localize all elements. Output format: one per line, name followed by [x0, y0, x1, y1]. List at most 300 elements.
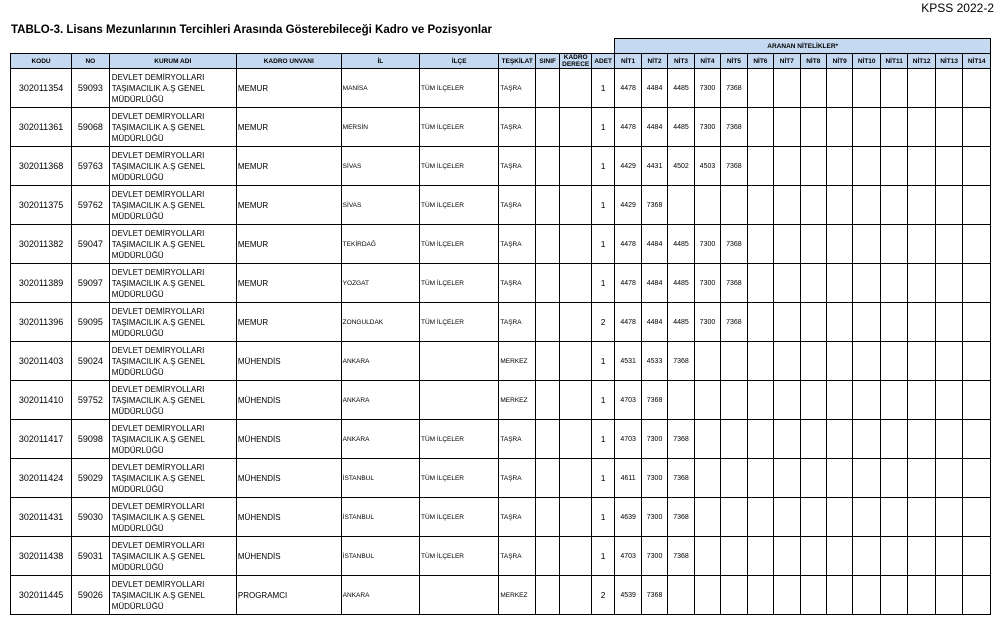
ilce-cell: TÜM İLÇELER — [420, 498, 499, 537]
nitelik-cell — [827, 342, 853, 381]
nitelik-cell — [827, 303, 853, 342]
nitelik-cell — [963, 303, 991, 342]
kurum-line: TAŞIMACILIK A.Ş GENEL — [111, 83, 205, 93]
il-cell: ZONGULDAK — [341, 303, 419, 342]
kurum-line: MÜDÜRLÜĞÜ — [111, 211, 164, 221]
nitelik-cell — [747, 264, 773, 303]
nitelik-cell — [747, 420, 773, 459]
nitelik-cell — [853, 498, 880, 537]
nitelik-cell — [880, 303, 907, 342]
kurum-line: DEVLET DEMİRYOLLARI — [111, 345, 205, 355]
nitelik-cell — [935, 342, 962, 381]
kurum-line: MÜDÜRLÜĞÜ — [111, 250, 164, 260]
column-header: NİT7 — [774, 54, 800, 69]
teskilat-cell: TAŞRA — [499, 147, 536, 186]
teskilat-cell: TAŞRA — [499, 420, 536, 459]
ilce-cell: TÜM İLÇELER — [420, 147, 499, 186]
table-row — [11, 225, 991, 264]
nitelik-cell — [908, 537, 935, 576]
adet-cell: 1 — [591, 108, 614, 147]
ilce-cell: TÜM İLÇELER — [420, 459, 499, 498]
derece-cell — [560, 537, 592, 576]
kurum-line: MÜDÜRLÜĞÜ — [111, 445, 164, 455]
kurum-line: MÜDÜRLÜĞÜ — [111, 289, 164, 299]
nitelik-cell: 4639 — [615, 498, 641, 537]
nitelik-cell: 4484 — [641, 108, 667, 147]
nitelik-cell — [853, 342, 880, 381]
nitelik-cell — [908, 186, 935, 225]
column-header: ADET — [591, 54, 614, 69]
nitelik-cell — [827, 576, 853, 615]
column-header: NİT8 — [800, 54, 826, 69]
table-row — [11, 303, 991, 342]
kurum-line: MÜDÜRLÜĞÜ — [111, 367, 164, 377]
column-header: İLÇE — [420, 54, 499, 69]
derece-cell — [560, 108, 592, 147]
il-cell: İSTANBUL — [341, 498, 419, 537]
nitelik-cell — [774, 381, 800, 420]
nitelik-cell — [721, 381, 747, 420]
nitelik-cell: 7368 — [668, 498, 694, 537]
no-cell: 59030 — [72, 498, 110, 537]
nitelik-cell — [908, 303, 935, 342]
adet-cell: 1 — [591, 498, 614, 537]
nitelik-cell: 7300 — [641, 498, 667, 537]
column-header-row — [11, 54, 991, 69]
ilce-cell — [420, 342, 499, 381]
nitelik-cell: 7368 — [721, 225, 747, 264]
nitelik-cell — [747, 537, 773, 576]
nitelik-cell — [880, 225, 907, 264]
kodu-cell: 302011424 — [11, 459, 72, 498]
derece-cell — [560, 420, 592, 459]
kurum-line: DEVLET DEMİRYOLLARI — [111, 306, 205, 316]
no-cell: 59031 — [72, 537, 110, 576]
nitelik-cell — [774, 459, 800, 498]
derece-cell — [560, 459, 592, 498]
nitelik-cell: 4485 — [668, 264, 694, 303]
kurum-line: TAŞIMACILIK A.Ş GENEL — [111, 200, 205, 210]
table-row — [11, 420, 991, 459]
nitelik-cell — [694, 381, 720, 420]
nitelik-cell — [774, 264, 800, 303]
nitelik-cell — [908, 420, 935, 459]
nitelik-cell — [935, 303, 962, 342]
nitelik-cell: 4484 — [641, 225, 667, 264]
kodu-cell: 302011375 — [11, 186, 72, 225]
nitelik-cell: 4478 — [615, 69, 641, 108]
nitelik-cell — [827, 108, 853, 147]
kodu-cell: 302011382 — [11, 225, 72, 264]
kurum-line: MÜDÜRLÜĞÜ — [111, 133, 164, 143]
no-cell: 59093 — [72, 69, 110, 108]
kurum-line: TAŞIMACILIK A.Ş GENEL — [111, 161, 205, 171]
nitelik-cell: 4478 — [615, 303, 641, 342]
nitelik-cell — [853, 108, 880, 147]
nitelik-cell — [721, 420, 747, 459]
nitelik-cell — [721, 342, 747, 381]
column-header: NİT3 — [668, 54, 694, 69]
nitelik-cell — [774, 303, 800, 342]
nitelik-cell — [747, 381, 773, 420]
nitelik-cell — [827, 225, 853, 264]
nitelik-cell: 4703 — [615, 420, 641, 459]
kurum-line: TAŞIMACILIK A.Ş GENEL — [111, 239, 205, 249]
nitelik-cell — [747, 459, 773, 498]
nitelik-cell — [908, 69, 935, 108]
kurum-line: DEVLET DEMİRYOLLARI — [111, 579, 205, 589]
kodu-cell: 302011396 — [11, 303, 72, 342]
kurum-line: DEVLET DEMİRYOLLARI — [111, 423, 205, 433]
nitelik-cell — [800, 342, 826, 381]
unvan-cell: MEMUR — [236, 303, 341, 342]
nitelik-cell — [827, 264, 853, 303]
nitelik-cell — [774, 186, 800, 225]
kodu-cell: 302011410 — [11, 381, 72, 420]
no-cell: 59762 — [72, 186, 110, 225]
sinif-cell — [536, 69, 560, 108]
derece-cell — [560, 264, 592, 303]
teskilat-cell: TAŞRA — [499, 498, 536, 537]
ilce-cell: TÜM İLÇELER — [420, 225, 499, 264]
nitelik-cell: 4484 — [641, 303, 667, 342]
unvan-cell: MEMUR — [236, 225, 341, 264]
nitelik-cell — [800, 186, 826, 225]
kurum-cell — [109, 459, 236, 498]
nitelik-cell: 7368 — [721, 108, 747, 147]
column-header: NİT2 — [641, 54, 667, 69]
adet-cell: 1 — [591, 420, 614, 459]
kurum-cell — [109, 303, 236, 342]
nitelik-cell — [880, 69, 907, 108]
nitelik-cell — [963, 147, 991, 186]
nitelik-cell: 7368 — [721, 69, 747, 108]
kurum-cell — [109, 264, 236, 303]
nitelik-cell — [880, 381, 907, 420]
nitelik-cell — [721, 186, 747, 225]
nitelik-cell — [880, 576, 907, 615]
column-header: İL — [341, 54, 419, 69]
kurum-line: DEVLET DEMİRYOLLARI — [111, 462, 205, 472]
nitelik-cell — [963, 498, 991, 537]
no-cell: 59098 — [72, 420, 110, 459]
table-row — [11, 69, 991, 108]
nitelik-cell — [827, 186, 853, 225]
kodu-cell: 302011389 — [11, 264, 72, 303]
il-cell: İSTANBUL — [341, 537, 419, 576]
no-cell: 59024 — [72, 342, 110, 381]
no-cell: 59097 — [72, 264, 110, 303]
kurum-cell — [109, 225, 236, 264]
nitelik-cell — [721, 498, 747, 537]
nitelik-cell: 7300 — [641, 537, 667, 576]
nitelik-cell — [908, 108, 935, 147]
kurum-line: TAŞIMACILIK A.Ş GENEL — [111, 590, 205, 600]
kodu-cell: 302011445 — [11, 576, 72, 615]
kurum-line: MÜDÜRLÜĞÜ — [111, 406, 164, 416]
nitelik-cell — [935, 576, 962, 615]
nitelik-cell — [800, 576, 826, 615]
column-header: NİT12 — [908, 54, 935, 69]
nitelik-cell — [963, 420, 991, 459]
nitelik-cell — [908, 264, 935, 303]
kurum-line: TAŞIMACILIK A.Ş GENEL — [111, 278, 205, 288]
unvan-cell: MEMUR — [236, 264, 341, 303]
kurum-line: MÜDÜRLÜĞÜ — [111, 562, 164, 572]
table-row — [11, 537, 991, 576]
kurum-line: MÜDÜRLÜĞÜ — [111, 484, 164, 494]
nitelik-cell — [800, 147, 826, 186]
derece-cell — [560, 381, 592, 420]
table-body — [11, 69, 991, 615]
il-cell: SİVAS — [341, 147, 419, 186]
nitelik-cell — [963, 186, 991, 225]
nitelik-cell — [774, 225, 800, 264]
kurum-line: DEVLET DEMİRYOLLARI — [111, 111, 205, 121]
nitelik-cell — [880, 342, 907, 381]
teskilat-cell: MERKEZ — [499, 342, 536, 381]
nitelik-cell: 4485 — [668, 303, 694, 342]
kurum-line: TAŞIMACILIK A.Ş GENEL — [111, 512, 205, 522]
nitelik-cell — [853, 576, 880, 615]
page-reference: KPSS 2022-2 — [921, 1, 994, 15]
kodu-cell: 302011368 — [11, 147, 72, 186]
kurum-cell — [109, 186, 236, 225]
nitelik-cell: 7368 — [641, 186, 667, 225]
derece-cell — [560, 303, 592, 342]
nitelik-cell — [935, 498, 962, 537]
nitelik-cell: 4611 — [615, 459, 641, 498]
ilce-cell: TÜM İLÇELER — [420, 303, 499, 342]
kurum-cell — [109, 108, 236, 147]
nitelik-cell — [880, 537, 907, 576]
nitelik-cell: 7368 — [668, 420, 694, 459]
nitelik-cell — [747, 498, 773, 537]
nitelik-cell — [853, 69, 880, 108]
kurum-line: TAŞIMACILIK A.Ş GENEL — [111, 434, 205, 444]
sinif-cell — [536, 108, 560, 147]
ilce-cell: TÜM İLÇELER — [420, 264, 499, 303]
nitelik-cell — [935, 108, 962, 147]
nitelik-cell: 4484 — [641, 69, 667, 108]
nitelik-cell — [721, 537, 747, 576]
sinif-cell — [536, 147, 560, 186]
unvan-cell: MEMUR — [236, 186, 341, 225]
kurum-line: MÜDÜRLÜĞÜ — [111, 328, 164, 338]
adet-cell: 2 — [591, 303, 614, 342]
teskilat-cell: TAŞRA — [499, 459, 536, 498]
nitelik-cell — [800, 303, 826, 342]
nitelik-cell: 4503 — [694, 147, 720, 186]
sinif-cell — [536, 225, 560, 264]
nitelik-cell — [935, 147, 962, 186]
nitelik-cell — [963, 225, 991, 264]
unvan-cell: MEMUR — [236, 69, 341, 108]
nitelik-cell — [853, 537, 880, 576]
nitelik-cell — [774, 576, 800, 615]
teskilat-cell: MERKEZ — [499, 381, 536, 420]
kurum-line: MÜDÜRLÜĞÜ — [111, 94, 164, 104]
kurum-cell — [109, 342, 236, 381]
nitelik-cell — [853, 225, 880, 264]
no-cell: 59752 — [72, 381, 110, 420]
adet-cell: 1 — [591, 186, 614, 225]
column-header: NİT6 — [747, 54, 773, 69]
nitelik-cell — [747, 147, 773, 186]
kurum-line: DEVLET DEMİRYOLLARI — [111, 150, 205, 160]
nitelik-cell: 4485 — [668, 225, 694, 264]
kodu-cell: 302011354 — [11, 69, 72, 108]
nitelik-cell: 4485 — [668, 69, 694, 108]
nitelik-cell — [880, 420, 907, 459]
derece-cell — [560, 186, 592, 225]
nitelik-cell: 7368 — [668, 342, 694, 381]
nitelik-cell — [694, 459, 720, 498]
sinif-cell — [536, 576, 560, 615]
table-row — [11, 264, 991, 303]
nitelik-cell — [800, 459, 826, 498]
ilce-cell: TÜM İLÇELER — [420, 108, 499, 147]
nitelik-cell — [963, 537, 991, 576]
kurum-line: TAŞIMACILIK A.Ş GENEL — [111, 551, 205, 561]
nitelik-cell — [853, 147, 880, 186]
il-cell: MANİSA — [341, 69, 419, 108]
nitelik-cell — [880, 498, 907, 537]
kurum-line: TAŞIMACILIK A.Ş GENEL — [111, 395, 205, 405]
nitelik-cell — [668, 576, 694, 615]
column-header: NİT14 — [963, 54, 991, 69]
nitelik-cell — [908, 342, 935, 381]
nitelik-cell — [827, 498, 853, 537]
kurum-line: MÜDÜRLÜĞÜ — [111, 172, 164, 182]
group-header-row — [11, 39, 991, 54]
nitelik-cell: 4485 — [668, 108, 694, 147]
column-header: KODU — [11, 54, 72, 69]
nitelik-cell — [935, 537, 962, 576]
unvan-cell: MÜHENDİS — [236, 420, 341, 459]
nitelik-cell — [747, 69, 773, 108]
column-header: NİT4 — [694, 54, 720, 69]
il-cell: TEKİRDAĞ — [341, 225, 419, 264]
teskilat-cell: TAŞRA — [499, 69, 536, 108]
nitelik-cell — [963, 381, 991, 420]
nitelik-cell — [747, 303, 773, 342]
nitelik-cell — [774, 342, 800, 381]
derece-cell — [560, 225, 592, 264]
il-cell: ANKARA — [341, 420, 419, 459]
table-row — [11, 381, 991, 420]
kurum-line: DEVLET DEMİRYOLLARI — [111, 384, 205, 394]
kurum-cell — [109, 498, 236, 537]
kurum-cell — [109, 147, 236, 186]
nitelik-cell — [694, 342, 720, 381]
kurum-cell — [109, 576, 236, 615]
nitelik-cell: 4703 — [615, 537, 641, 576]
sinif-cell — [536, 264, 560, 303]
nitelik-cell — [963, 576, 991, 615]
il-cell: ANKARA — [341, 576, 419, 615]
nitelik-cell — [853, 381, 880, 420]
nitelik-cell — [694, 186, 720, 225]
sinif-cell — [536, 459, 560, 498]
sinif-cell — [536, 420, 560, 459]
column-header: TEŞKİLAT — [499, 54, 536, 69]
nitelik-cell — [694, 420, 720, 459]
nitelik-cell — [827, 381, 853, 420]
nitelik-cell — [908, 147, 935, 186]
nitelik-cell — [935, 420, 962, 459]
nitelik-cell — [827, 147, 853, 186]
kodu-cell: 302011431 — [11, 498, 72, 537]
nitelik-cell — [963, 264, 991, 303]
nitelik-cell — [963, 108, 991, 147]
nitelik-cell — [774, 498, 800, 537]
column-header: KADRO UNVANI — [236, 54, 341, 69]
column-header: NİT9 — [827, 54, 853, 69]
kurum-line: MÜDÜRLÜĞÜ — [111, 601, 164, 611]
kodu-cell: 302011361 — [11, 108, 72, 147]
no-cell: 59047 — [72, 225, 110, 264]
kurum-cell — [109, 420, 236, 459]
nitelik-cell — [963, 69, 991, 108]
sinif-cell — [536, 303, 560, 342]
nitelik-cell — [908, 498, 935, 537]
adet-cell: 1 — [591, 264, 614, 303]
nitelik-cell — [880, 186, 907, 225]
unvan-cell: PROGRAMCI — [236, 576, 341, 615]
teskilat-cell: TAŞRA — [499, 264, 536, 303]
teskilat-cell: TAŞRA — [499, 225, 536, 264]
teskilat-cell: MERKEZ — [499, 576, 536, 615]
nitelik-cell: 4539 — [615, 576, 641, 615]
nitelik-cell — [800, 420, 826, 459]
nitelik-cell: 7368 — [668, 537, 694, 576]
kurum-cell — [109, 537, 236, 576]
nitelik-cell: 7368 — [641, 576, 667, 615]
kurum-cell — [109, 69, 236, 108]
nitelik-cell — [800, 537, 826, 576]
nitelik-cell — [935, 186, 962, 225]
nitelik-cell: 4531 — [615, 342, 641, 381]
kodu-cell: 302011438 — [11, 537, 72, 576]
derece-cell — [560, 576, 592, 615]
adet-cell: 1 — [591, 459, 614, 498]
il-cell: İSTANBUL — [341, 459, 419, 498]
il-cell: ANKARA — [341, 342, 419, 381]
nitelik-cell: 4478 — [615, 108, 641, 147]
nitelik-cell: 7300 — [694, 108, 720, 147]
column-header: NO — [72, 54, 110, 69]
adet-cell: 1 — [591, 69, 614, 108]
kurum-line: TAŞIMACILIK A.Ş GENEL — [111, 122, 205, 132]
kurum-line: DEVLET DEMİRYOLLARI — [111, 267, 205, 277]
nitelik-cell: 7300 — [694, 303, 720, 342]
adet-cell: 2 — [591, 576, 614, 615]
nitelik-cell — [880, 459, 907, 498]
column-header: SINIF — [536, 54, 560, 69]
nitelik-cell — [747, 108, 773, 147]
nitelik-cell — [668, 381, 694, 420]
aranan-nitelikler-header: ARANAN NİTELİKLER* — [615, 39, 991, 54]
kurum-line: DEVLET DEMİRYOLLARI — [111, 501, 205, 511]
nitelik-cell — [935, 459, 962, 498]
sinif-cell — [536, 381, 560, 420]
nitelik-cell — [694, 537, 720, 576]
nitelik-cell: 4533 — [641, 342, 667, 381]
nitelik-cell: 4431 — [641, 147, 667, 186]
nitelik-cell — [800, 381, 826, 420]
nitelik-cell — [935, 264, 962, 303]
